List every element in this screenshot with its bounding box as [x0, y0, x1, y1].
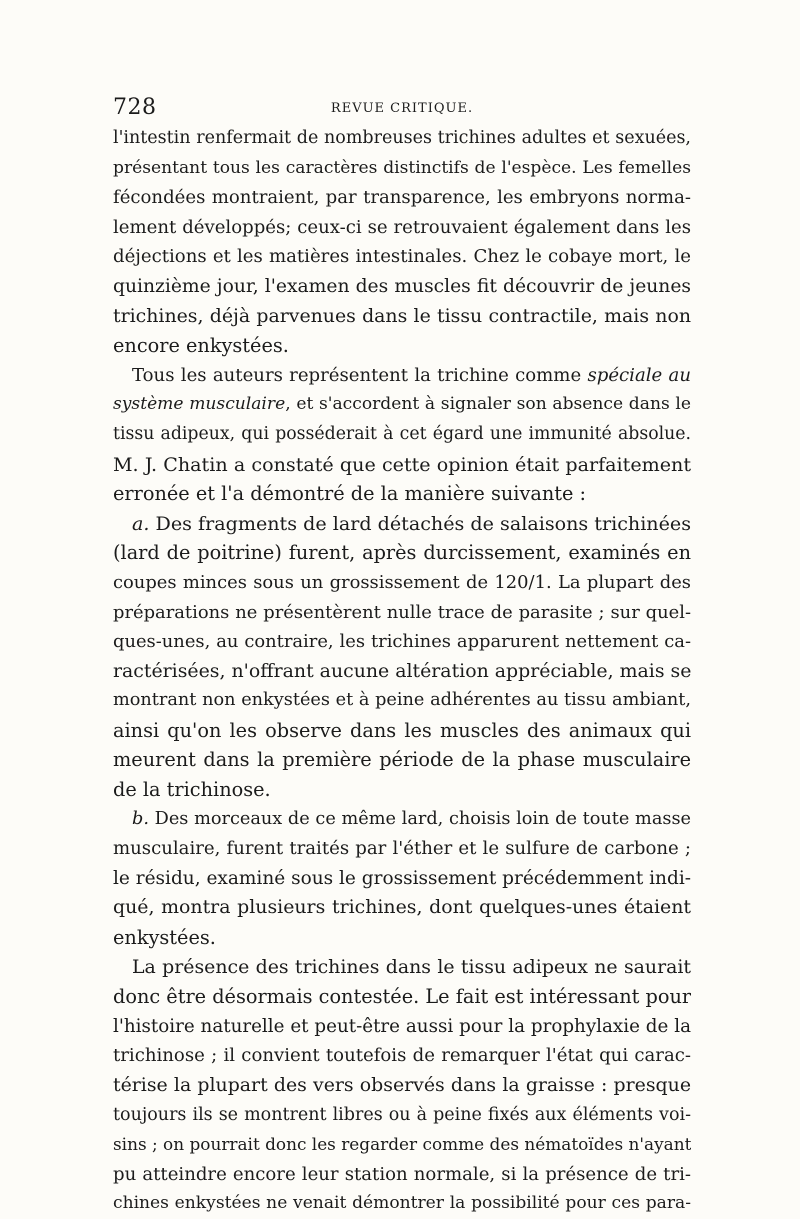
text-line: quinzième jour, l'examen des muscles fit découvrir de jeunes [113, 275, 691, 297]
text-line: sins ; on pourrait donc les regarder comme des nématoïdes n'ayant [113, 1134, 691, 1155]
text-line: l'intestin renfermait de nombreuses trichines adultes et sexuées, [113, 128, 691, 148]
text-line: l'histoire naturelle et peut-être aussi pour la prophylaxie de la [113, 1015, 691, 1037]
text-line [113, 390, 691, 420]
list-marker: a. [132, 511, 150, 535]
italic-term: système musculaire [113, 394, 286, 415]
text-line [113, 509, 691, 539]
text-line: meurent dans la première période de la phase musculaire [113, 748, 691, 772]
text-run: Des fragments de lard détachés de salaisons trichinées [149, 511, 691, 535]
text-line: chines enkystées ne venait démontrer la possibilité pour ces para- [113, 1193, 691, 1214]
text-line: toujours ils se montrent libres ou à peine fixés aux éléments voi- [113, 1104, 691, 1125]
paragraph-2 [113, 361, 691, 509]
paragraph-b [113, 805, 691, 953]
text-run: , et s'accordent à signaler son absence dans le [285, 394, 691, 415]
text-line: fécondées montraient, par transparence, les embryons norma- [113, 187, 691, 209]
text-line: trichines, déjà parvenues dans le tissu contractile, mais non [113, 304, 691, 327]
text-line: tissu adipeux, qui posséderait à cet égard une immunité absolue. [113, 423, 691, 444]
text-line: musculaire, furent traités par l'éther et le sulfure de carbone ; [113, 838, 691, 860]
text-line: (lard de poitrine) furent, après durcissement, examinés en [113, 541, 691, 565]
list-marker: b. [132, 808, 149, 829]
text-line: M. J. Chatin a constaté que cette opinion était parfaitement [113, 452, 691, 476]
text-line: erronée et l'a démontré de la manière suivante : [113, 482, 587, 506]
text-run: Des morceaux de ce même lard, choisis loin de toute masse [148, 808, 691, 829]
text-line: ques-unes, au contraire, les trichines apparurent nettement ca- [113, 631, 691, 653]
text-line: térise la plupart des vers observés dans la graisse : presque [113, 1074, 691, 1096]
text-line: coupes minces sous un grossissement de 120/1. La plupart des [113, 571, 691, 593]
text-run: Tous les auteurs représentent la trichine comme [132, 364, 588, 386]
text-line: montrant non enkystées et à peine adhérentes au tissu ambiant, [113, 690, 691, 711]
italic-term: spéciale au [587, 364, 691, 386]
text-line: présentant tous les caractères distinctifs de l'espèce. Les femelles [113, 157, 691, 178]
text-line: ractérisées, n'offrant aucune altération appréciable, mais se [113, 659, 691, 682]
text-line: lement développés; ceux-ci se retrouvaient également dans les [113, 216, 691, 238]
paragraph-5 [113, 953, 691, 1219]
text-line: encore enkystées. [113, 334, 289, 358]
text-line [113, 805, 691, 835]
paragraph-1 [113, 124, 691, 361]
text-line: déjections et les matières intestinales. Chez le cobaye mort, le [113, 246, 691, 268]
body-text [113, 124, 691, 1219]
text-line: La présence des trichines dans le tissu adipeux ne saurait [132, 955, 691, 978]
text-line: qué, montra plusieurs trichines, dont quelques-unes étaient [113, 896, 691, 919]
page-header [113, 95, 691, 125]
text-line: ainsi qu'on les observe dans les muscles des animaux qui [113, 718, 691, 742]
running-head: REVUE CRITIQUE. [330, 101, 474, 116]
text-line: le résidu, examiné sous le grossissement précédemment indi- [113, 867, 691, 889]
text-line [113, 361, 691, 391]
paragraph-a [113, 509, 691, 805]
text-line: préparations ne présentèrent nulle trace de parasite ; sur quel- [113, 601, 691, 623]
text-line: de la trichinose. [113, 778, 271, 802]
text-line: pu atteindre encore leur station normale, si la présence de tri- [113, 1163, 691, 1185]
text-line: trichinose ; il convient toutefois de remarquer l'état qui carac- [113, 1045, 691, 1067]
text-line: enkystées. [113, 926, 216, 950]
text-line: donc être désormais contestée. Le fait est intéressant pour [113, 985, 691, 1009]
page-number: 728 [113, 95, 157, 120]
